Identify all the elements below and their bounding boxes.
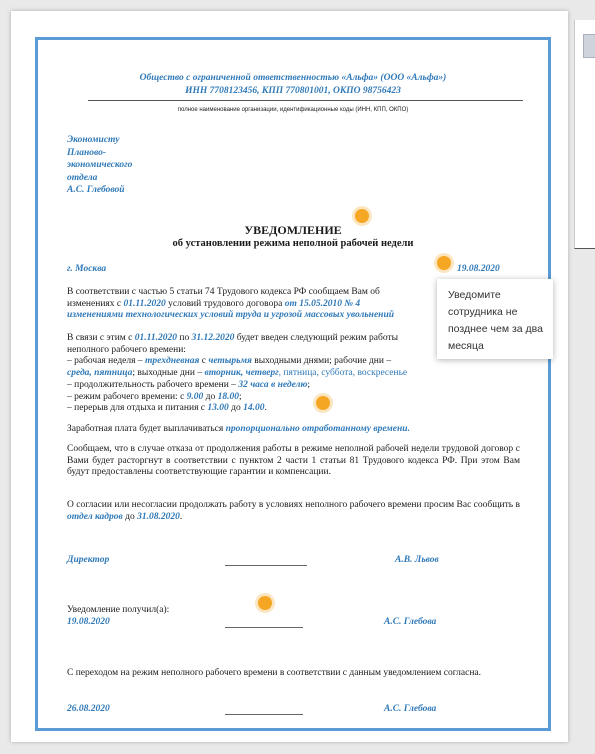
hint-tooltip: Уведомите сотрудника не позднее чем за два месяца [437, 279, 553, 359]
paragraph-5: О согласии или несогласии продолжать работу в условиях неполного рабочего времени просим Вас сообщить в отдел кадров до 31.08.2020. [67, 500, 520, 522]
agree-date: 26.08.2020 [67, 704, 110, 714]
panel-tab[interactable] [583, 34, 595, 58]
director-name: А.В. Львов [395, 555, 439, 565]
agree-signature-line [225, 714, 303, 715]
hotspot-marker[interactable] [355, 209, 369, 223]
paragraph-6: С переходом на режим неполного рабочего времени в соответствии с данным уведомлением согласна. [67, 668, 481, 678]
hotspot-marker[interactable] [316, 396, 330, 410]
paragraph-1: В соответствии с частью 5 статьи 74 Трудового кодекса РФ сообщаем Вам об изменениях с 01.11.2020 условий трудового договора от 15.05.2010 № 4 изменениями технологических условий труда и угрозой массовых увольнений [67, 287, 395, 321]
paragraph-2: В связи с этим с 01.11.2020 по 31.12.2020 будет введен следующий режим работы неполного рабочего времени: – рабочая неделя – трехдневная с четырьмя выходными днями; рабочие дни – среда, пятница; выходные дни – вторник, четверг, пятница, суббота, воскресенье – продолжительность рабочего времени – 32 часа в неделю; – режим рабочего времени: с 9.00 до 18.00; – перерыв для отдыха и питания с 13.00 до 14.00. [67, 333, 408, 414]
addressee-line: экономического [67, 160, 133, 170]
received-date: 19.08.2020 [67, 617, 110, 627]
addressee-line: отдела [67, 172, 98, 183]
received-label: Уведомление получил(а): [67, 605, 170, 615]
hotspot-marker[interactable] [258, 596, 272, 610]
city: г. Москва [67, 264, 107, 274]
side-panel-edge [574, 20, 595, 249]
paragraph-4: Сообщаем, что в случае отказа от продолжения работы в режиме неполной рабочей недели трудовой договор с Вами будет расторгнут в соответствии с пунктом 2 части 1 статьи 81 Трудового кодекса РФ. При этом Вам будут предоставлены соответствующие гарантии и компенсации. [67, 444, 520, 478]
addressee-line: Планово- [67, 147, 107, 158]
director-label: Директор [67, 555, 110, 565]
addressee-line: Экономисту [67, 135, 120, 145]
addressee-line: А.С. Глебовой [67, 185, 125, 195]
document-sheet [11, 11, 568, 742]
org-name: Общество с ограниченной ответственностью «Альфа» (ООО «Альфа») [139, 73, 447, 83]
document-title: УВЕДОМЛЕНИЕ [244, 223, 342, 237]
org-rule [88, 100, 523, 101]
document-frame [35, 37, 551, 731]
org-caption: полное наименование организации, идентификационные коды (ИНН, КПП, ОКПО) [177, 107, 409, 113]
received-signature-line [225, 627, 303, 628]
agree-name: А.С. Глебова [384, 704, 437, 714]
director-signature-line [225, 565, 307, 566]
document-date: 19.08.2020 [457, 264, 500, 274]
hotspot-marker[interactable] [437, 256, 451, 270]
document-subtitle: об установлении режима неполной рабочей недели [172, 238, 414, 249]
addressee-block [67, 134, 187, 197]
org-codes: ИНН 7708123456, КПП 770801001, ОКПО 98756423 [185, 86, 401, 96]
paragraph-3: Заработная плата будет выплачиваться пропорционально отработанному времени. [67, 424, 410, 434]
received-name: А.С. Глебова [384, 617, 437, 627]
